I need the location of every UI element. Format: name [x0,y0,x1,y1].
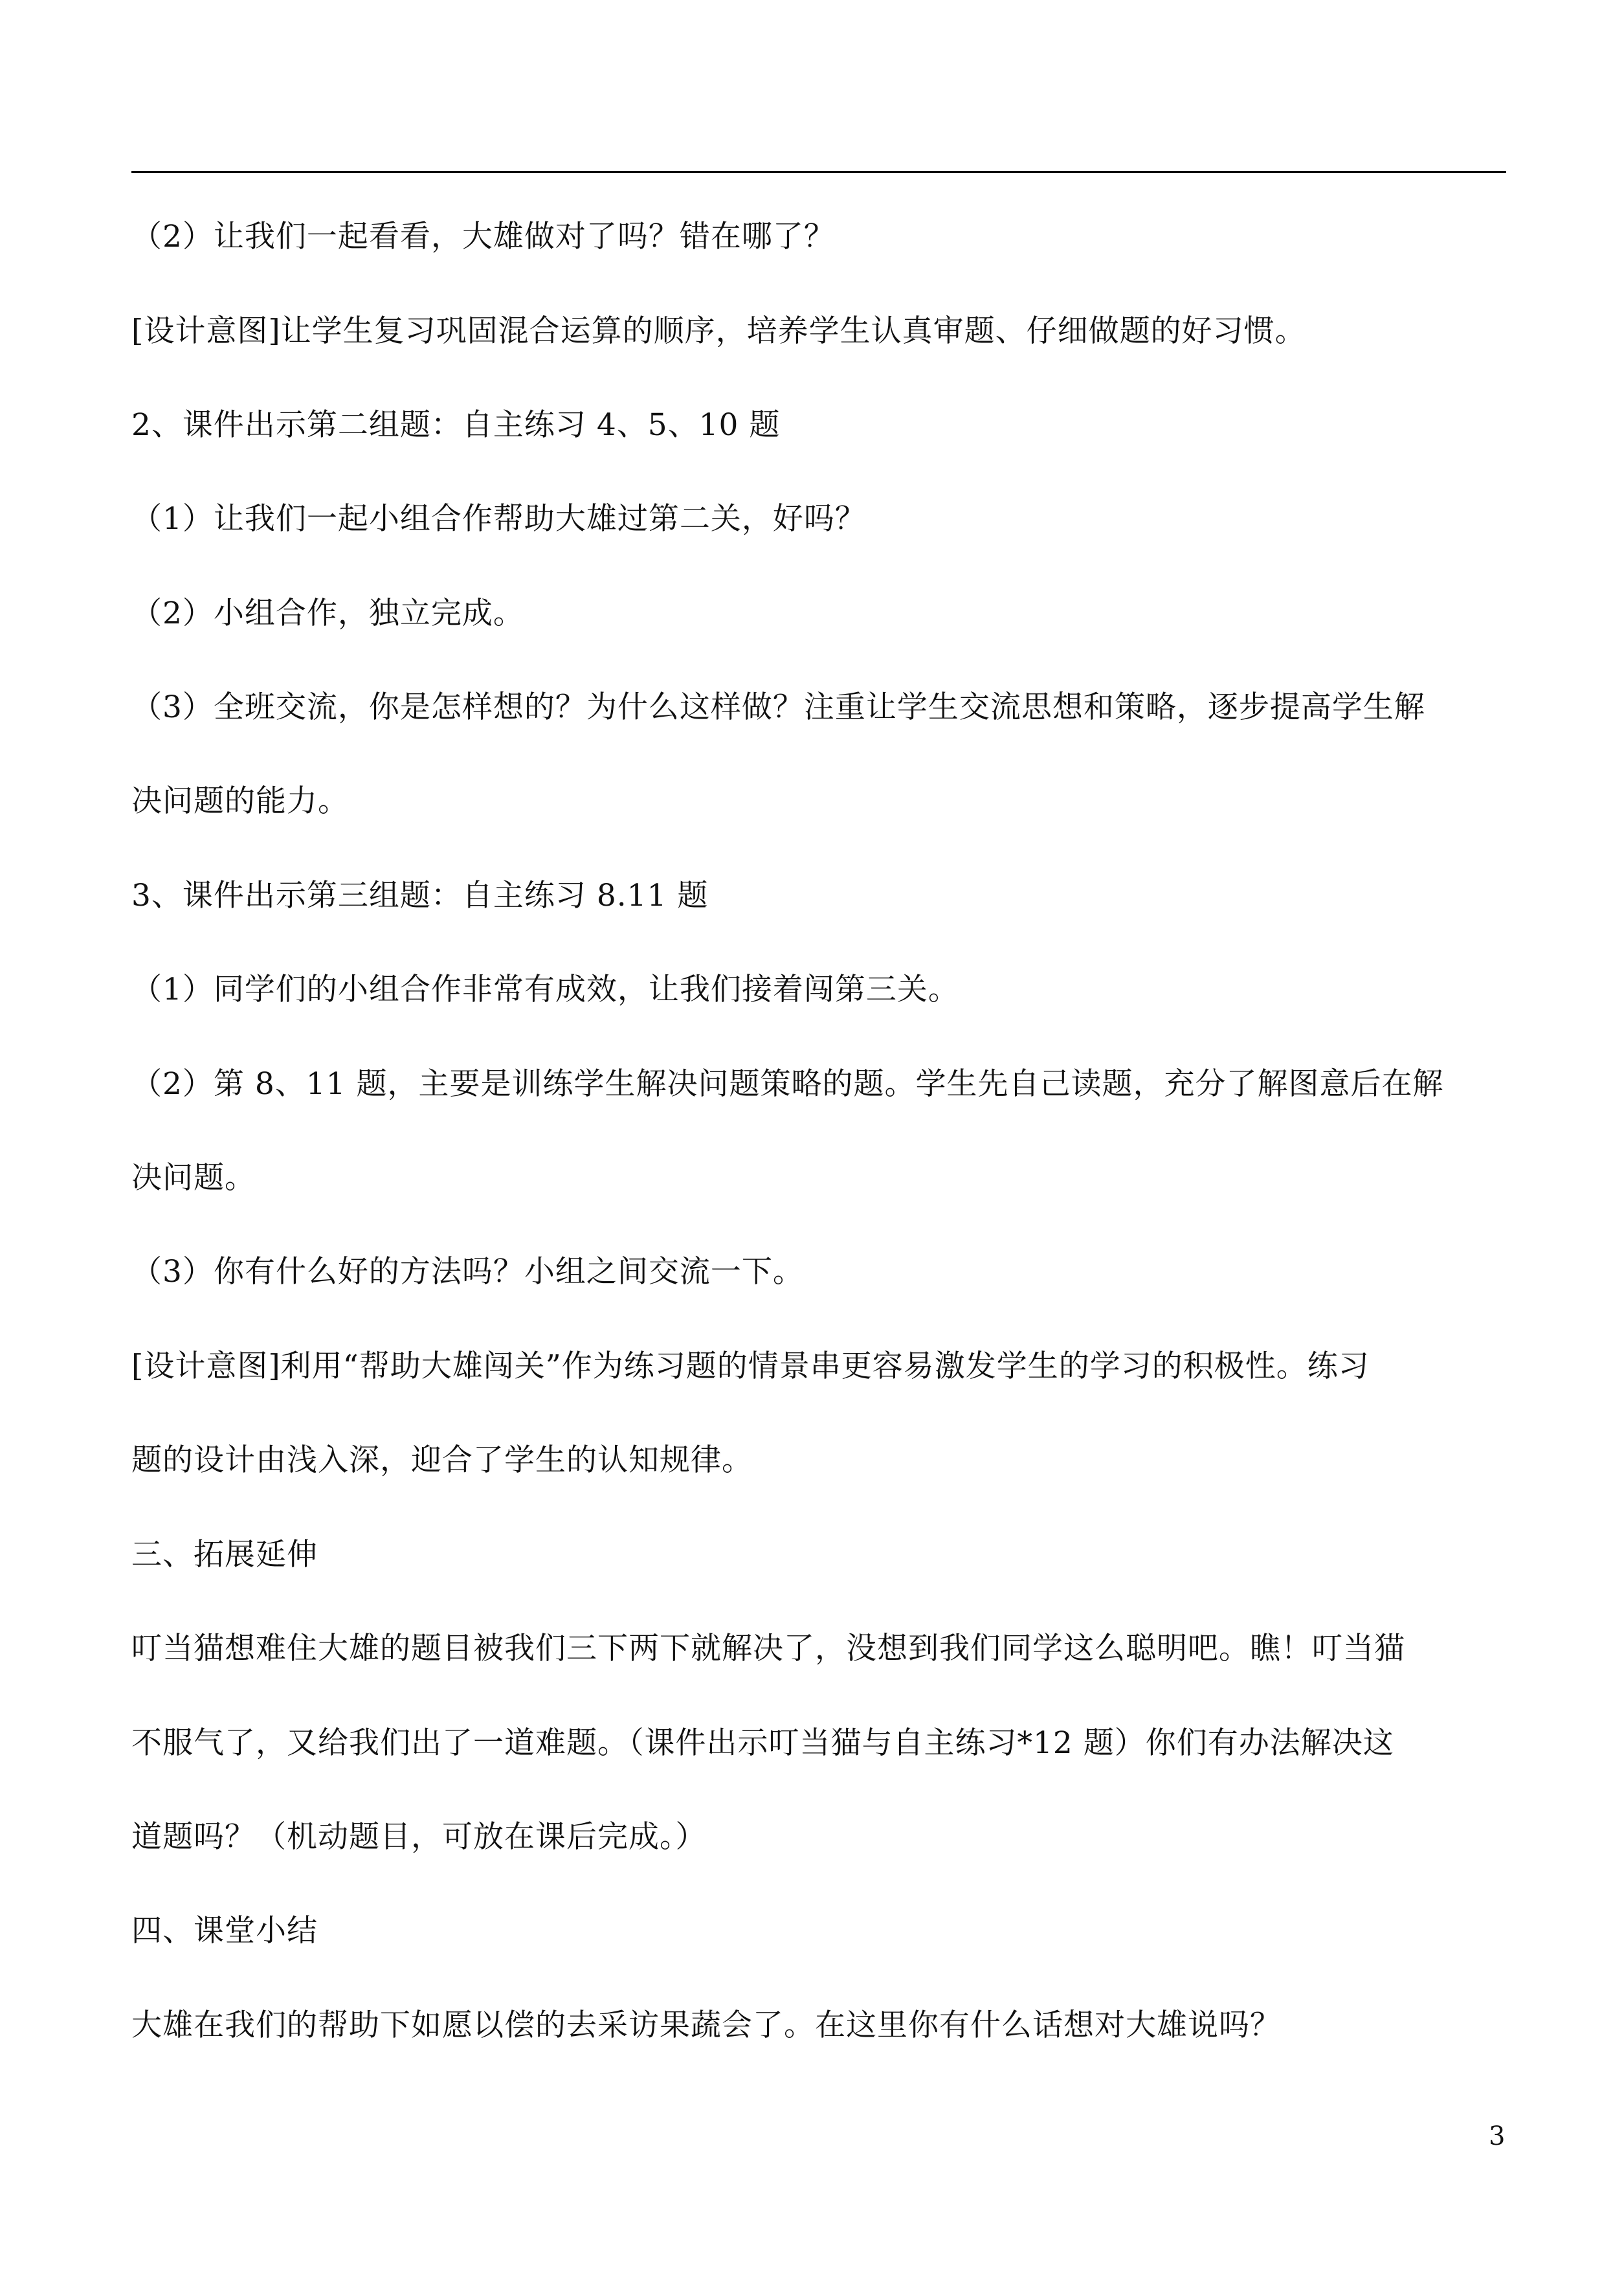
section-heading: 四、课堂小结 [131,1913,318,1949]
text-line: （2）小组合作，独立完成。 [131,596,524,631]
text-line: 决问题的能力。 [131,783,349,819]
header-rule [131,171,1506,173]
section-heading: 2、课件出示第二组题：自主练习 4、5、10 题 [131,407,781,443]
text-line: （2）第 8、11 题，主要是训练学生解决问题策略的题。学生先自己读题，充分了解图意后在解 [131,1066,1444,1102]
text-line: 题的设计由浅入深，迎合了学生的认知规律。 [131,1442,753,1478]
text-line: 不服气了，又给我们出了一道难题。（课件出示叮当猫与自主练习*12 题）你们有办法解决这 [131,1725,1394,1761]
text-line: （2）让我们一起看看，大雄做对了吗？错在哪了？ [131,219,835,254]
text-line: 叮当猫想难住大雄的题目被我们三下两下就解决了，没想到我们同学这么聪明吧。瞧！叮当猫 [131,1631,1405,1666]
text-line: （3）全班交流，你是怎样想的？为什么这样做？注重让学生交流思想和策略，逐步提高学生解 [131,689,1425,725]
text-line: （1）同学们的小组合作非常有成效，让我们接着闯第三关。 [131,972,959,1007]
section-heading: 3、课件出示第三组题：自主练习 8.11 题 [131,878,709,913]
section-heading: 三、拓展延伸 [131,1537,318,1572]
page-number: 3 [1489,2121,1506,2151]
text-line: （1）让我们一起小组合作帮助大雄过第二关，好吗？ [131,501,866,537]
design-intent-line: [设计意图]让学生复习巩固混合运算的顺序，培养学生认真审题、仔细做题的好习惯。 [131,313,1306,349]
text-line: 大雄在我们的帮助下如愿以偿的去采访果蔬会了。在这里你有什么话想对大雄说吗？ [131,2008,1281,2043]
text-line: 决问题。 [131,1160,256,1196]
text-line: （3）你有什么好的方法吗？小组之间交流一下。 [131,1254,804,1290]
design-intent-line: [设计意图]利用“帮助大雄闯关”作为练习题的情景串更容易激发学生的学习的积极性。练习 [131,1348,1370,1384]
text-line: 道题吗？（机动题目，可放在课后完成。） [131,1819,707,1855]
